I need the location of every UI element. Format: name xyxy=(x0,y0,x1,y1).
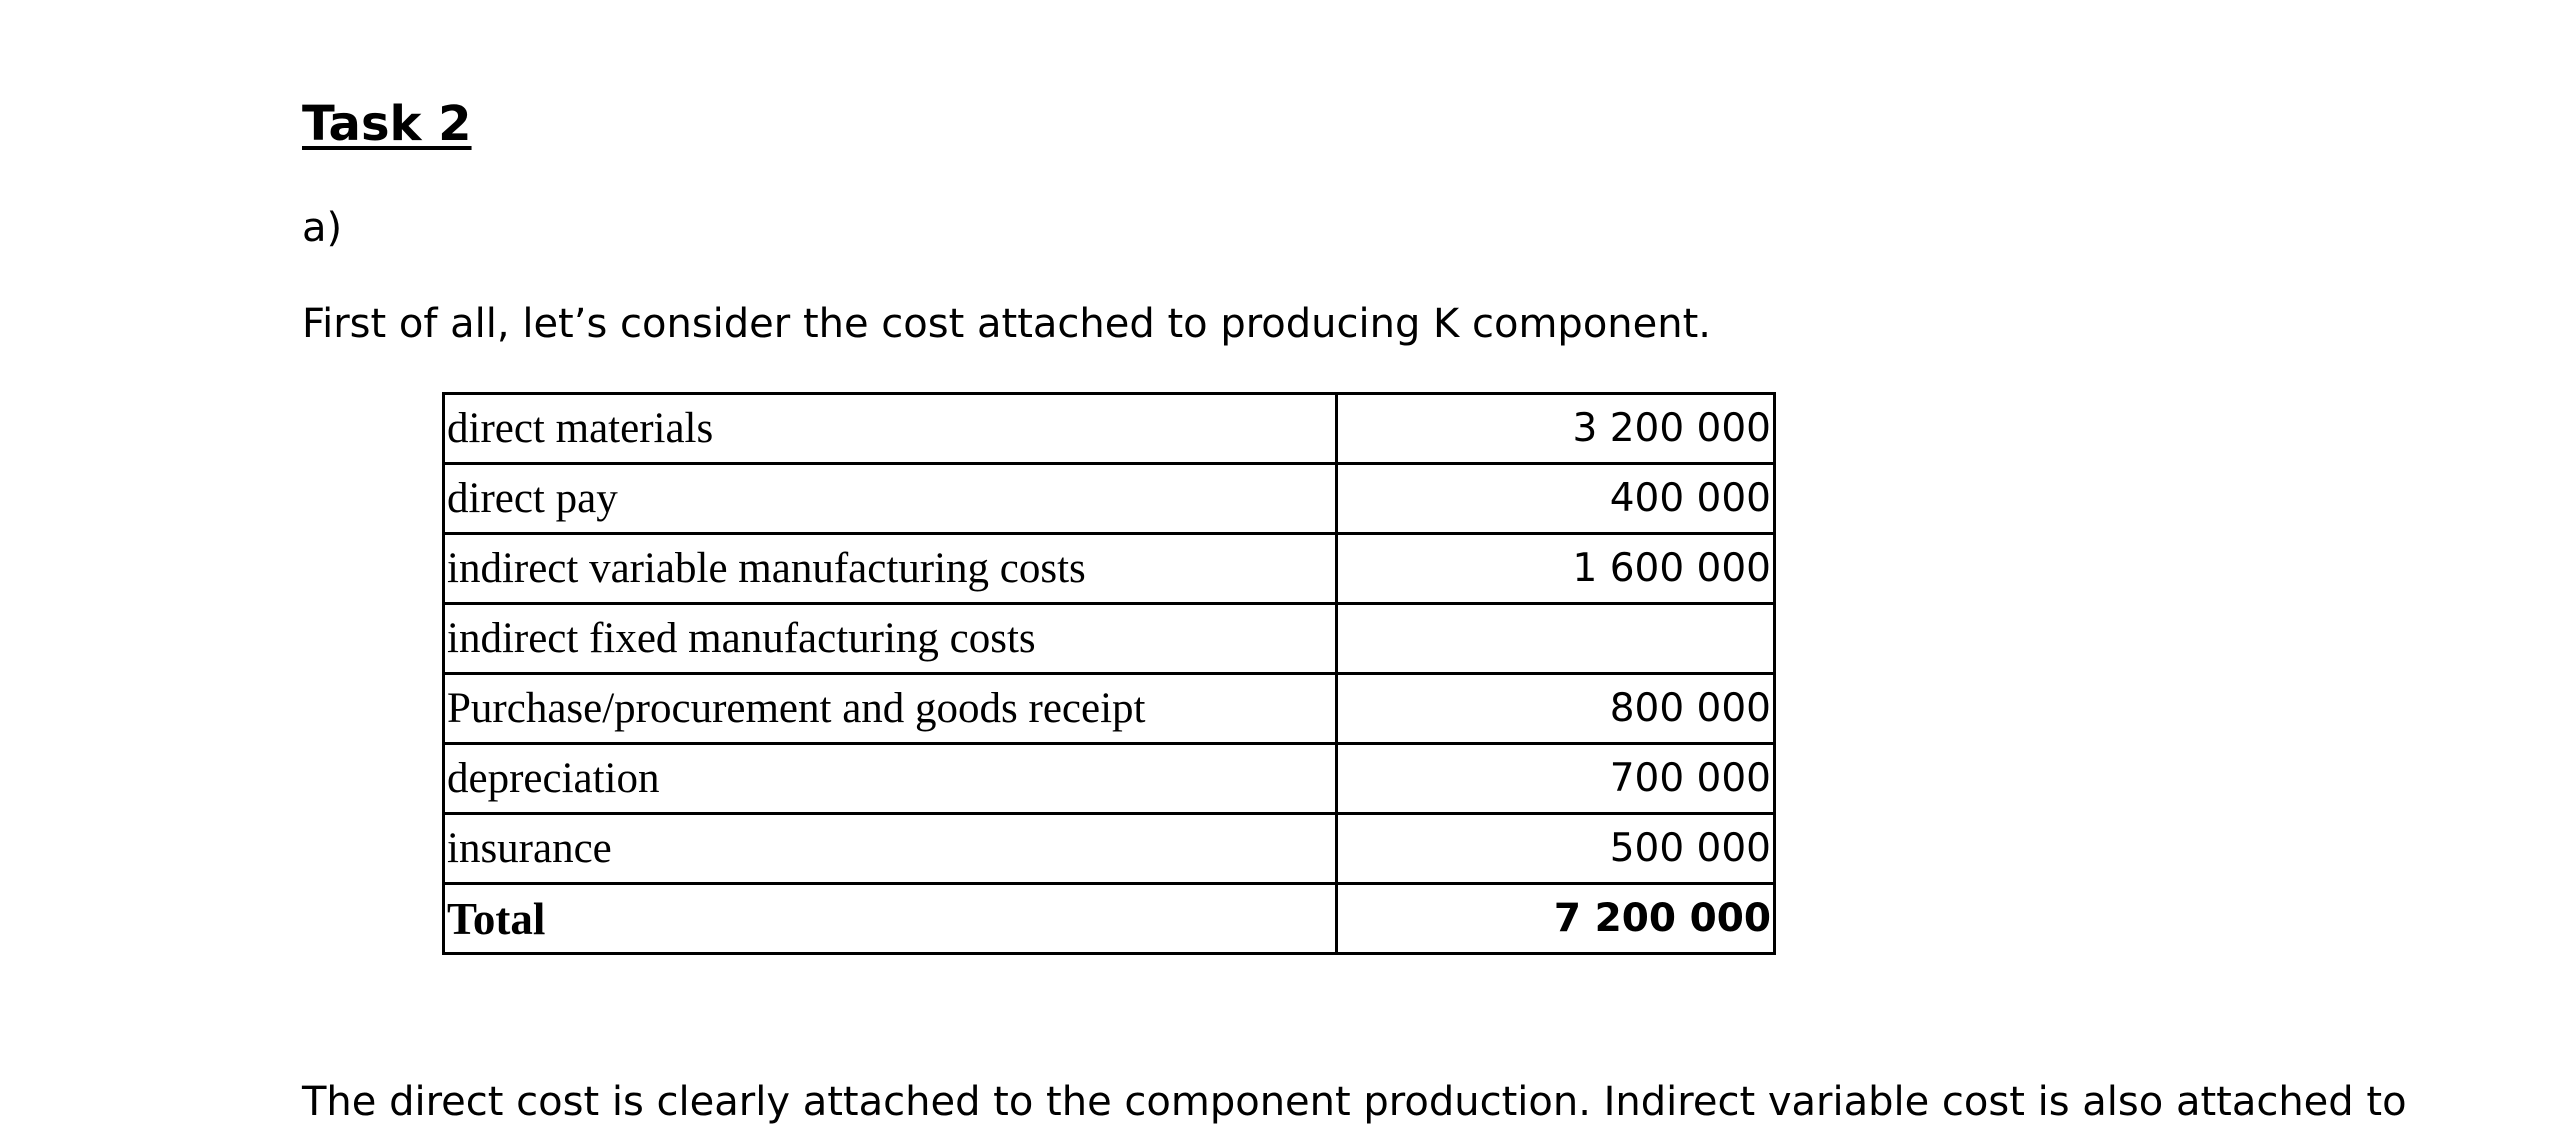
table-row xyxy=(444,464,1775,534)
cost-value-cell: 500 000 xyxy=(1337,814,1775,884)
table-row xyxy=(444,674,1775,744)
cost-value-cell: 800 000 xyxy=(1337,674,1775,744)
cost-value-cell: 400 000 xyxy=(1337,464,1775,534)
intro-paragraph: First of all, let’s consider the cost attached to producing K component. xyxy=(302,301,1712,347)
cost-label-cell: direct pay xyxy=(444,464,1337,534)
body-paragraph: The direct cost is clearly attached to the component production. Indirect variable cost is also attached to xyxy=(302,1079,2407,1125)
cost-value-cell: 700 000 xyxy=(1337,744,1775,814)
cost-label-cell: insurance xyxy=(444,814,1337,884)
cost-value-cell: 1 600 000 xyxy=(1337,534,1775,604)
table-row xyxy=(444,814,1775,884)
cost-label-cell: direct materials xyxy=(444,394,1337,464)
table-row xyxy=(444,394,1775,464)
cost-value-cell: 3 200 000 xyxy=(1337,394,1775,464)
cost-label-cell: depreciation xyxy=(444,744,1337,814)
cost-value-cell xyxy=(1337,604,1775,674)
task-title: Task 2 xyxy=(302,96,472,152)
table-row xyxy=(444,534,1775,604)
subpart-label: a) xyxy=(302,205,343,251)
table-row xyxy=(444,604,1775,674)
total-row xyxy=(444,884,1775,954)
total-value-cell: 7 200 000 xyxy=(1337,884,1775,954)
cost-label-cell: indirect variable manufacturing costs xyxy=(444,534,1337,604)
table-row xyxy=(444,744,1775,814)
cost-label-cell: indirect fixed manufacturing costs xyxy=(444,604,1337,674)
total-label-cell: Total xyxy=(444,884,1337,954)
cost-label-cell: Purchase/procurement and goods receipt xyxy=(444,674,1337,744)
cost-table xyxy=(442,392,1776,955)
